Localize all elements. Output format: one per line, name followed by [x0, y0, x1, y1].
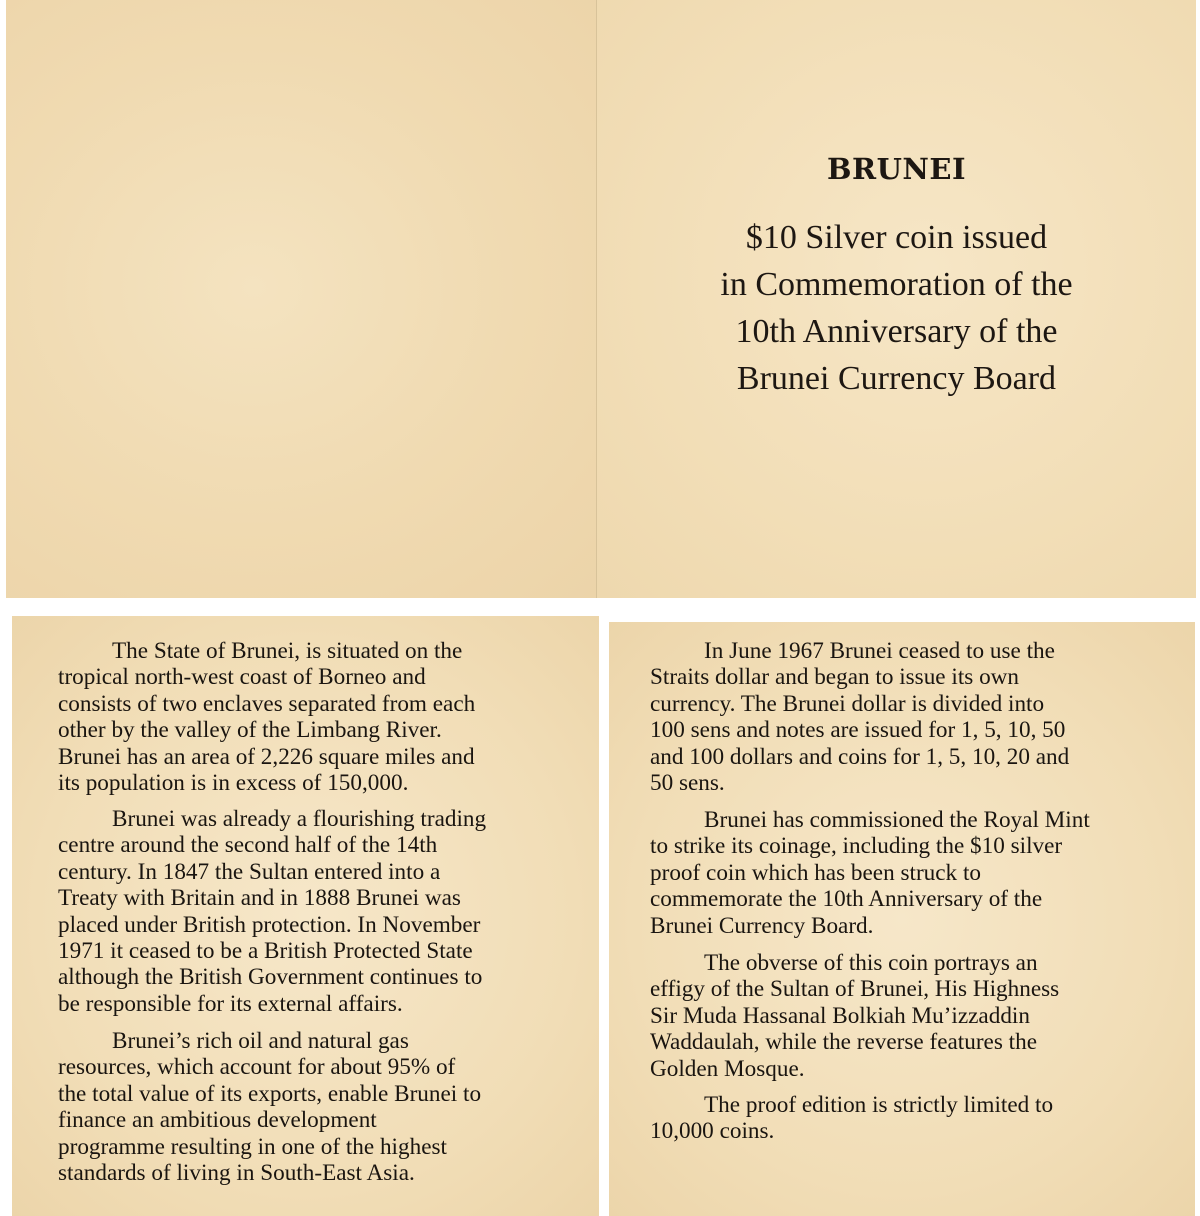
right-inner-page — [609, 622, 1195, 1216]
text-line: The obverse of this coin portrays an — [704, 950, 1038, 976]
cover-subtitle-line: Brunei Currency Board — [736, 360, 1057, 397]
text-line: commemorate the 10th Anniversary of the — [650, 886, 1043, 913]
paragraph-coin-design — [650, 950, 1059, 1082]
front-cover-panel — [596, 0, 1196, 600]
text-line: Straits dollar and began to issue its own — [650, 664, 1020, 691]
text-line: 100 sens and notes are issued for 1, 5, 10, 50 — [650, 717, 1066, 744]
text-line: resources, which account for about 95% of — [58, 1054, 456, 1081]
text-line: effigy of the Sultan of Brunei, His Highness — [650, 976, 1060, 1003]
text-line: 10,000 coins. — [650, 1118, 775, 1145]
text-line: Golden Mosque. — [650, 1055, 805, 1082]
text-line: its population is in excess of 150,000. — [58, 770, 409, 797]
text-line: consists of two enclaves separated from each — [58, 690, 476, 717]
text-line: placed under British protection. In November — [58, 911, 481, 938]
page-divider — [0, 598, 1200, 616]
paragraph-location — [58, 638, 475, 796]
cover-subtitle-line: 10th Anniversary of the — [735, 313, 1058, 350]
cover-subtitle-line: $10 Silver coin issued — [745, 219, 1048, 256]
text-line: Brunei Currency Board. — [650, 912, 874, 939]
text-line: the total value of its exports, enable Brunei to — [58, 1080, 482, 1107]
back-cover-panel — [6, 0, 596, 598]
left-inner-page — [12, 616, 599, 1216]
text-line: to strike its coinage, including the $10 silver — [650, 833, 1063, 860]
paragraph-currency — [650, 638, 1069, 796]
text-line: currency. The Brunei dollar is divided into — [650, 690, 1045, 717]
text-line: Brunei has an area of 2,226 square miles and — [58, 743, 475, 770]
text-line: Treaty with Britain and in 1888 Brunei was — [58, 885, 461, 912]
paragraph-royal-mint — [650, 807, 1090, 939]
text-line: Sir Muda Hassanal Bolkiah Mu’izzaddin — [650, 1002, 1030, 1029]
text-line: Brunei was already a flourishing trading — [112, 806, 487, 832]
text-line: be responsible for its external affairs. — [58, 990, 403, 1017]
text-line: Brunei has commissioned the Royal Mint — [704, 807, 1090, 833]
cover-title: BRUNEI — [826, 152, 967, 186]
paragraph-edition — [650, 1092, 1053, 1145]
text-line: although the British Government continues to — [58, 964, 483, 991]
text-line: proof coin which has been struck to — [650, 859, 981, 886]
text-line: tropical north-west coast of Borneo and — [58, 664, 426, 691]
text-line: 50 sens. — [650, 770, 725, 797]
text-line: finance an ambitious development — [58, 1107, 377, 1134]
paragraph-economy — [58, 1028, 481, 1186]
cover-subtitle — [597, 214, 1196, 402]
text-line: The proof edition is strictly limited to — [704, 1092, 1054, 1118]
text-line: Waddaulah, while the reverse features the — [650, 1029, 1037, 1056]
text-line: The State of Brunei, is situated on the — [112, 638, 463, 664]
text-line: centre around the second half of the 14th — [58, 832, 438, 859]
text-line: In June 1967 Brunei ceased to use the — [704, 638, 1055, 664]
text-line: other by the valley of the Limbang River. — [58, 717, 442, 744]
text-line: standards of living in South-East Asia. — [58, 1160, 415, 1187]
text-line: programme resulting in one of the highest — [58, 1133, 447, 1160]
text-line: and 100 dollars and coins for 1, 5, 10, 20 and — [650, 743, 1070, 770]
text-line: Brunei’s rich oil and natural gas — [112, 1028, 409, 1054]
cover-subtitle-line: in Commemoration of the — [720, 266, 1073, 303]
text-line: 1971 it ceased to be a British Protected State — [58, 938, 473, 965]
text-line: century. In 1847 the Sultan entered into a — [58, 858, 441, 885]
paragraph-history — [58, 806, 486, 1017]
